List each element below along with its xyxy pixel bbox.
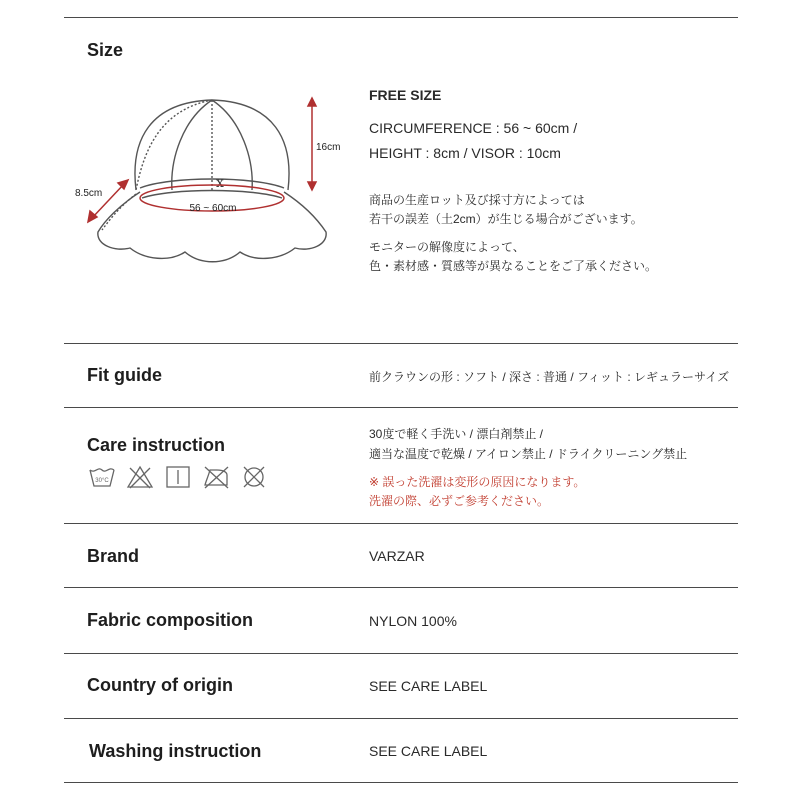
divider-origin bbox=[64, 718, 738, 719]
divider-care bbox=[64, 523, 738, 524]
care-instruction-text bbox=[369, 424, 687, 464]
care-line-1: 30度で軽く手洗い / 漂白剤禁止 / bbox=[369, 427, 544, 441]
fit-guide-heading: Fit guide bbox=[87, 365, 162, 385]
no-dry-clean-icon bbox=[239, 464, 269, 490]
line-dry-icon bbox=[163, 464, 193, 490]
divider-bottom bbox=[64, 782, 738, 783]
circumference-label: 56 ~ 60cm bbox=[189, 203, 237, 214]
fabric-composition-value: NYLON 100% bbox=[369, 613, 457, 629]
divider-top bbox=[64, 17, 738, 18]
height-label: 16cm bbox=[316, 142, 341, 153]
size-note-2-line-2: 色・素材感・質感等が異なることをご了承ください。 bbox=[369, 259, 658, 273]
free-size-label: FREE SIZE bbox=[369, 87, 442, 103]
no-iron-icon bbox=[201, 464, 231, 490]
wash-temp-label: 30°C bbox=[95, 478, 109, 484]
divider-brand bbox=[64, 587, 738, 588]
country-of-origin-heading: Country of origin bbox=[87, 675, 233, 695]
divider-size bbox=[64, 343, 738, 344]
dimensions-line-2: HEIGHT : 8cm / VISOR : 10cm bbox=[369, 145, 561, 161]
care-warning bbox=[369, 473, 585, 511]
care-warning-line-1: ※ 誤った洗濯は変形の原因になります。 bbox=[369, 475, 586, 489]
washing-instruction-heading: Washing instruction bbox=[89, 741, 262, 761]
brand-heading: Brand bbox=[87, 546, 140, 566]
visor-label: 8.5cm bbox=[75, 188, 103, 199]
washing-instruction-value: SEE CARE LABEL bbox=[369, 743, 488, 759]
size-note-2-line-1: モニターの解像度によって、 bbox=[369, 240, 525, 254]
care-line-2: 適当な温度で乾燥 / アイロン禁止 / ドライクリーニング禁止 bbox=[369, 447, 688, 461]
size-note-1-line-2: 若干の誤差（土2cm）が生じる場合がございます。 bbox=[369, 212, 643, 226]
divider-fit bbox=[64, 407, 738, 408]
fit-guide-value: 前クラウンの形 : ソフト / 深さ : 普通 / フィット : レギュラーサイズ bbox=[369, 370, 730, 384]
hat-diagram bbox=[60, 80, 350, 280]
brand-value: VARZAR bbox=[369, 548, 425, 564]
brand-mark-icon: x bbox=[216, 175, 224, 191]
fabric-composition-heading: Fabric composition bbox=[87, 610, 254, 630]
divider-fabric bbox=[64, 653, 738, 654]
size-note-1 bbox=[369, 191, 643, 229]
dimensions-line-1: CIRCUMFERENCE : 56 ~ 60cm / bbox=[369, 120, 578, 136]
hand-wash-30-icon bbox=[87, 464, 117, 490]
size-note-1-line-1: 商品の生産ロット及び採寸方によっては bbox=[369, 193, 585, 207]
care-icons bbox=[87, 464, 269, 490]
no-bleach-icon bbox=[125, 464, 155, 490]
size-heading: Size bbox=[87, 40, 124, 60]
care-warning-line-2: 洗濯の際、必ずご参考ください。 bbox=[369, 494, 550, 508]
care-instruction-heading: Care instruction bbox=[87, 435, 226, 455]
size-note-2 bbox=[369, 238, 657, 276]
country-of-origin-value: SEE CARE LABEL bbox=[369, 678, 488, 694]
